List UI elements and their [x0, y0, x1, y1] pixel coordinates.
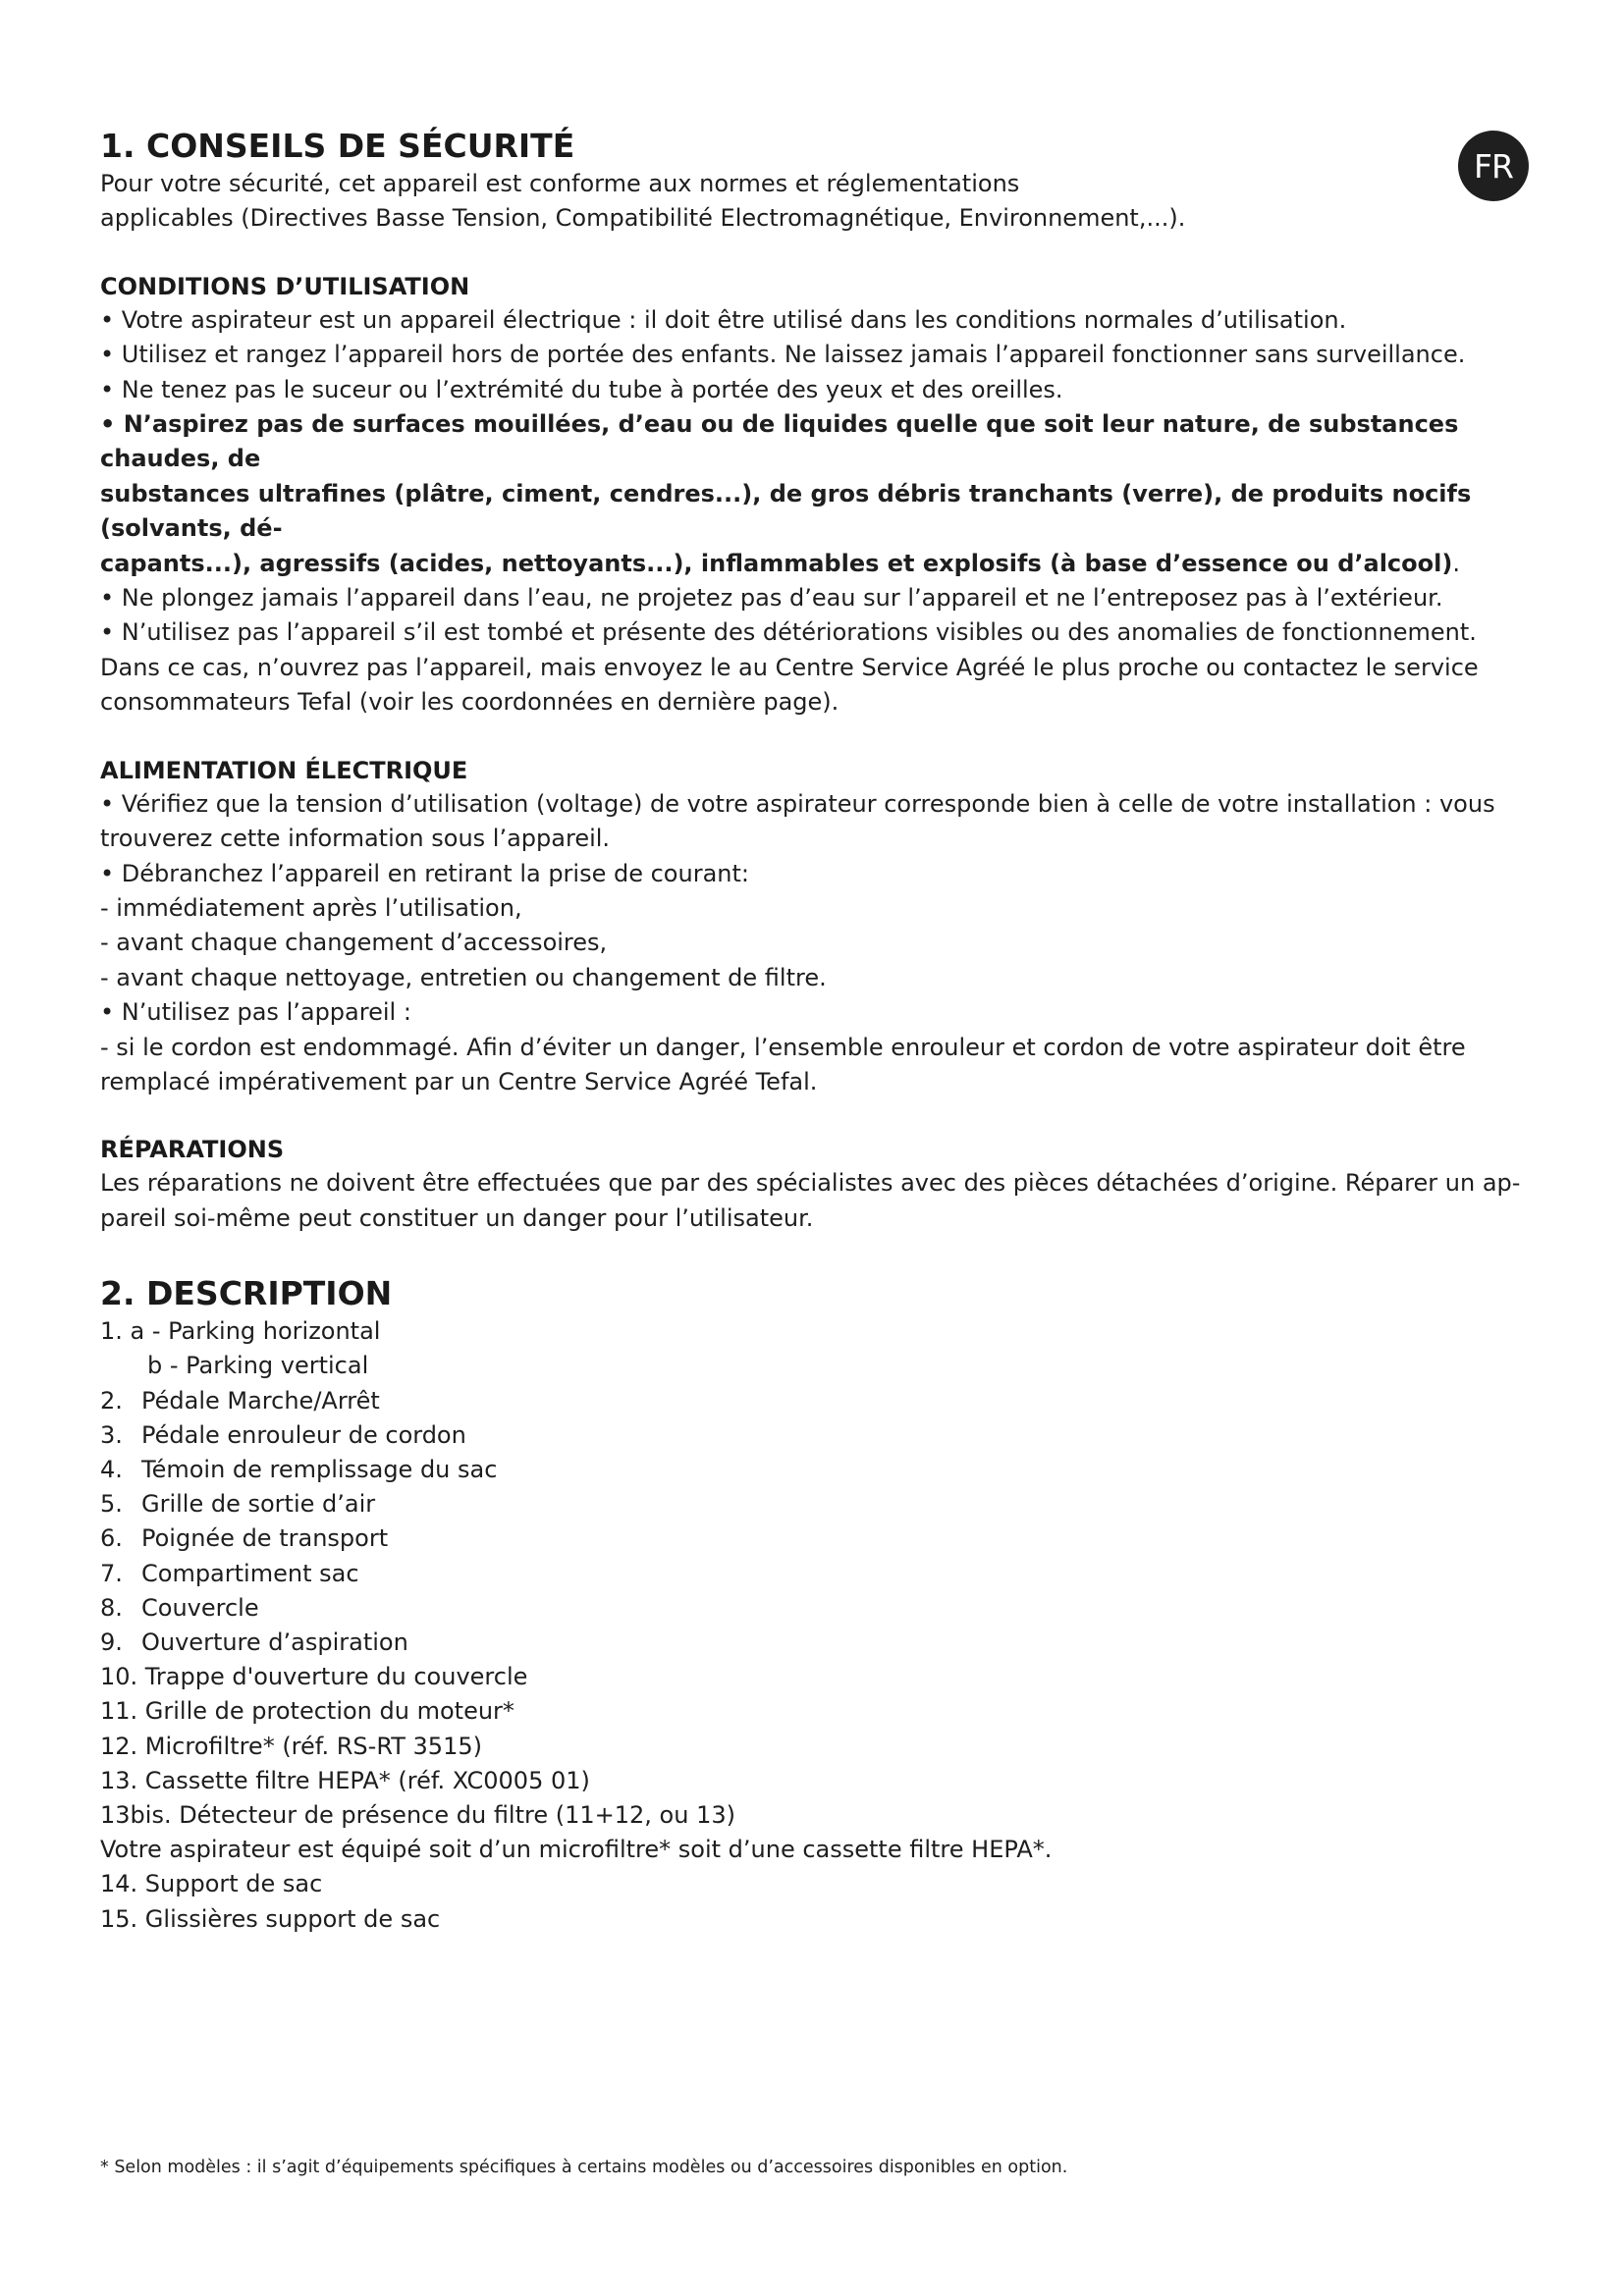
- conditions-line: • N’utilisez pas l’appareil s’il est tombé et présente des détériorations visibles ou des anomalies de fonctionnement.: [100, 618, 1477, 647]
- item-label: Témoin de remplissage du sac: [141, 1455, 498, 1483]
- item-label: Poignée de transport: [141, 1524, 389, 1553]
- power-line: • Vérifiez que la tension d’utilisation (voltage) de votre aspirateur corresponde bien à celle de votre installation : vous: [100, 789, 1495, 818]
- repairs-line: pareil soi-même peut constituer un danger pour l’utilisateur.: [100, 1203, 814, 1232]
- warning-end: .: [1452, 549, 1460, 577]
- conditions-line: consommateurs Tefal (voir les coordonnées en dernière page).: [100, 688, 839, 717]
- section-title-description: 2. DESCRIPTION: [100, 1274, 393, 1313]
- item-number: 3.: [100, 1420, 123, 1449]
- list-item: 13bis. Détecteur de présence du filtre (11+12, ou 13): [100, 1801, 735, 1829]
- conditions-warning-line: [100, 547, 1534, 581]
- list-item: [100, 1557, 1534, 1591]
- conditions-line: • Ne tenez pas le suceur ou l’extrémité du tube à portée des yeux et des oreilles.: [100, 375, 1063, 403]
- item-number: 5.: [100, 1490, 123, 1519]
- list-item: [100, 1522, 1534, 1556]
- list-item: 13. Cassette filtre HEPA* (réf. XC0005 01): [100, 1766, 590, 1794]
- power-line: remplacé impérativement par un Centre Service Agréé Tefal.: [100, 1067, 818, 1095]
- list-item: 10. Trappe d'ouverture du couvercle: [100, 1663, 528, 1691]
- item-label: Compartiment sac: [141, 1559, 359, 1587]
- description-list: [100, 1314, 1534, 1937]
- document-body: [100, 126, 1534, 1937]
- power-line: - si le cordon est endommagé. Afin d’éviter un danger, l’ensemble enrouleur et cordon de votre aspirateur doit être: [100, 1033, 1466, 1061]
- conditions-line: • Utilisez et rangez l’appareil hors de portée des enfants. Ne laissez jamais l’appareil fonctionner sans surveillance.: [100, 341, 1466, 369]
- subsection-title-repairs: RÉPARATIONS: [100, 1136, 285, 1164]
- item-label: Grille de sortie d’air: [141, 1490, 376, 1519]
- conditions-warning-line: substances ultrafines (plâtre, ciment, cendres...), de gros débris tranchants (verre), de produits nocifs (solvants, dé-: [100, 479, 1472, 543]
- list-item: 1. a - Parking horizontal: [100, 1317, 381, 1346]
- item-label: Couvercle: [141, 1593, 259, 1622]
- warning-bold-text: capants...), agressifs (acides, nettoyants...), inflammables et explosifs (à base d’essence ou d’alcool): [100, 549, 1453, 577]
- conditions-line: • Votre aspirateur est un appareil électrique : il doit être utilisé dans les conditions normales d’utilisation.: [100, 305, 1347, 334]
- item-number: 7.: [100, 1559, 123, 1587]
- list-item: [100, 1487, 1534, 1522]
- item-label: Pédale Marche/Arrêt: [141, 1386, 380, 1415]
- list-item: [100, 1626, 1534, 1660]
- item-number: 4.: [100, 1455, 123, 1483]
- item-label: Pédale enrouleur de cordon: [141, 1420, 466, 1449]
- item-number: 2.: [100, 1386, 123, 1415]
- footnote: * Selon modèles : il s’agit d’équipements spécifiques à certains modèles ou d’accessoires disponibles en option.: [100, 2158, 1068, 2177]
- list-item: 11. Grille de protection du moteur*: [100, 1697, 514, 1726]
- section-title-safety: 1. CONSEILS DE SÉCURITÉ: [100, 127, 575, 165]
- repairs-line: Les réparations ne doivent être effectuées que par des spécialistes avec des pièces détachées d’origine. Réparer un ap-: [100, 1169, 1521, 1198]
- power-line: trouverez cette information sous l’appareil.: [100, 825, 611, 853]
- list-item: 12. Microfiltre* (réf. RS-RT 3515): [100, 1732, 482, 1760]
- power-line: • Débranchez l’appareil en retirant la prise de courant:: [100, 859, 749, 887]
- conditions-line: • Ne plongez jamais l’appareil dans l’eau, ne projetez pas d’eau sur l’appareil et ne l’entreposez pas à l’extérieur.: [100, 584, 1443, 613]
- list-item: 14. Support de sac: [100, 1870, 323, 1898]
- subsection-title-conditions: CONDITIONS D’UTILISATION: [100, 272, 470, 300]
- item-label: Ouverture d’aspiration: [141, 1628, 408, 1656]
- power-line: - immédiatement après l’utilisation,: [100, 893, 522, 922]
- filter-note: Votre aspirateur est équipé soit d’un microfiltre* soit d’une cassette filtre HEPA*.: [100, 1836, 1053, 1864]
- list-item: [100, 1591, 1534, 1626]
- conditions-line: Dans ce cas, n’ouvrez pas l’appareil, mais envoyez le au Centre Service Agréé le plus proche ou contactez le service: [100, 653, 1479, 681]
- intro-line-1: Pour votre sécurité, cet appareil est conforme aux normes et réglementations: [100, 170, 1020, 197]
- power-line: - avant chaque nettoyage, entretien ou changement de filtre.: [100, 963, 827, 991]
- list-item: [100, 1418, 1534, 1453]
- power-line: - avant chaque changement d’accessoires,: [100, 929, 608, 957]
- power-line: • N’utilisez pas l’appareil :: [100, 998, 411, 1027]
- item-number: 6.: [100, 1524, 123, 1553]
- list-item: [100, 1384, 1534, 1418]
- item-number: 9.: [100, 1628, 123, 1656]
- language-badge: FR: [1458, 131, 1529, 201]
- list-item: b - Parking vertical: [147, 1352, 369, 1380]
- intro-line-2: applicables (Directives Basse Tension, Compatibilité Electromagnétique, Environnement,...).: [100, 204, 1186, 233]
- subsection-title-power: ALIMENTATION ÉLECTRIQUE: [100, 756, 468, 784]
- conditions-warning-line: • N’aspirez pas de surfaces mouillées, d’eau ou de liquides quelle que soit leur nature, de substances chaudes, de: [100, 410, 1459, 473]
- item-number: 8.: [100, 1593, 123, 1622]
- list-item: 15. Glissières support de sac: [100, 1904, 441, 1933]
- list-item: [100, 1453, 1534, 1487]
